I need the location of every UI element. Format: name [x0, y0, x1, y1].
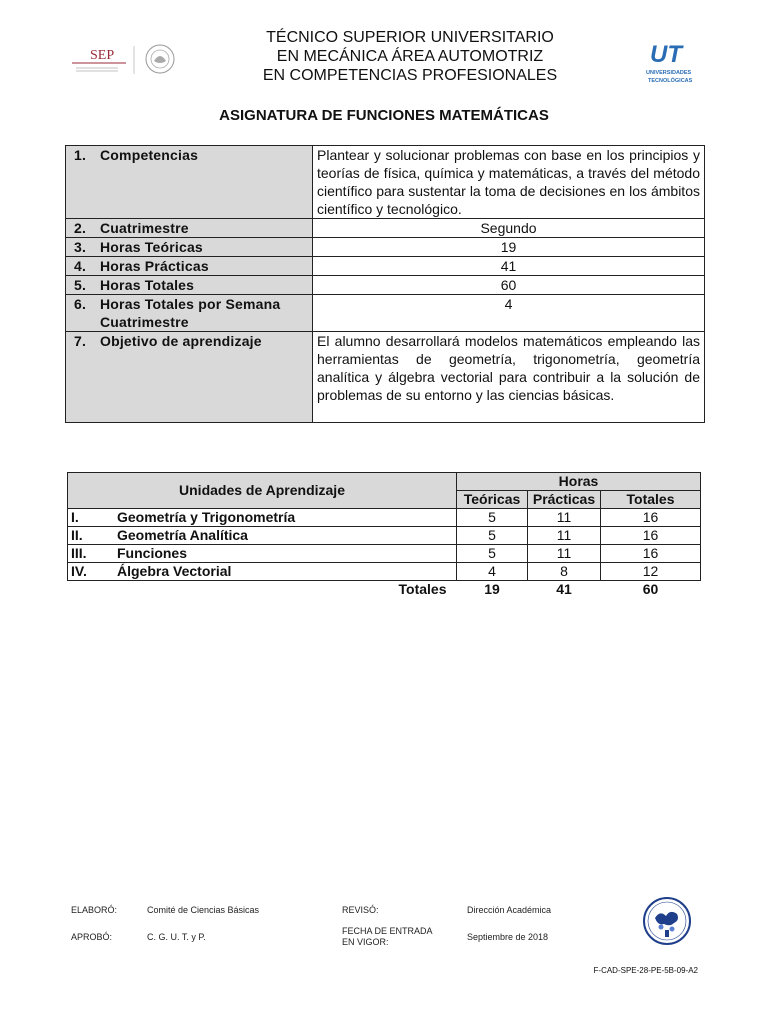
row-label-cont: Cuatrimestre: [100, 314, 189, 330]
row-cuatrimestre: 2. Cuatrimestre Segundo: [66, 219, 705, 238]
totals-row: [68, 581, 701, 599]
unit-name: Funciones: [117, 545, 188, 561]
table-row: I. Geometría y Trigonometría 5 11 16: [68, 509, 701, 527]
table-row: II. Geometría Analítica 5 11 16: [68, 527, 701, 545]
row-label: Competencias: [100, 147, 199, 163]
unit-name: Álgebra Vectorial: [117, 563, 232, 579]
elaboro-value: Comité de Ciencias Básicas: [147, 905, 260, 915]
reviso-value: Dirección Académica: [467, 905, 552, 915]
horas-header: Horas: [457, 473, 701, 491]
col-totales: Totales: [601, 491, 701, 509]
ut-logo: [644, 38, 704, 90]
horas-practicas-value: 41: [313, 257, 705, 276]
objetivo-value: El alumno desarrollará modelos matemáticos empleando las herramientas de geometría, trigonometría, geometría analítica y álgebra vectorial para contribuir a la solución de problemas de su entorno y las ciencias básicas.: [313, 332, 705, 423]
document-code: F-CAD-SPE-28-PE-5B-09-A2: [593, 966, 698, 975]
reviso-label: REVISÓ:: [342, 905, 379, 915]
institution-seal-icon: [642, 896, 692, 946]
row-number: 1.: [74, 147, 87, 163]
total-totales: 60: [642, 581, 659, 597]
ut-logo-text: UT: [650, 41, 682, 68]
row-horas-semana: 6. Horas Totales por Semana Cuatrimestre 4: [66, 295, 705, 332]
row-label: Horas Totales: [100, 277, 195, 293]
units-header: Unidades de Aprendizaje: [68, 473, 457, 509]
elaboro-label: ELABORÓ:: [71, 905, 118, 915]
table-row: III. Funciones 5 11 16: [68, 545, 701, 563]
col-teoricas: Teóricas: [457, 491, 528, 509]
header-line-3: EN COMPETENCIAS PROFESIONALES: [262, 67, 558, 84]
program-header: [200, 28, 620, 85]
unit-name: Geometría y Trigonometría: [117, 509, 296, 525]
row-objetivo: 7. Objetivo de aprendizaje El alumno desarrollará modelos matemáticos empleando las herramientas de geometría, trigonometría, geometría analítica y álgebra vectorial para contribuir a la solución de problemas de su entorno y las ciencias básicas.: [66, 332, 705, 423]
row-label: Cuatrimestre: [100, 220, 189, 236]
cuatrimestre-value: Segundo: [313, 219, 705, 238]
ut-logo-sub1: UNIVERSIDADES: [646, 70, 692, 76]
subject-info-table: [65, 145, 705, 423]
units-table: [67, 472, 701, 598]
header-line-2: EN MECÁNICA ÁREA AUTOMOTRIZ: [276, 48, 544, 65]
table-row: IV. Álgebra Vectorial 4 8 12: [68, 563, 701, 581]
total-practicas: 41: [556, 581, 572, 597]
row-label: Objetivo de aprendizaje: [100, 333, 262, 349]
sep-logo-text: SEP: [90, 48, 115, 63]
row-label: Horas Totales por Semana: [100, 296, 281, 312]
row-competencias: [66, 146, 705, 219]
row-horas-practicas: 4. Horas Prácticas 41: [66, 257, 705, 276]
competencias-value: Plantear y solucionar problemas con base en los principios y teorías de física, química y matemáticas, a través del método científico para sustentar la toma de decisiones en los ámbitos científico y tecnológico.: [313, 146, 705, 219]
total-teoricas: 19: [484, 581, 500, 597]
row-horas-totales: 5. Horas Totales 60: [66, 276, 705, 295]
horas-teoricas-value: 19: [313, 238, 705, 257]
row-label: Horas Prácticas: [100, 258, 209, 274]
fecha-value: Septiembre de 2018: [467, 932, 549, 942]
horas-semana-value: 4: [313, 295, 705, 332]
ut-logo-sub2: TECNOLÓGICAS: [648, 78, 693, 84]
header-line-1: TÉCNICO SUPERIOR UNIVERSITARIO: [266, 29, 554, 46]
row-label: Horas Teóricas: [100, 239, 203, 255]
totals-label: Totales: [398, 581, 447, 597]
sep-logo: [68, 42, 180, 78]
aprobo-value: C. G. U. T. y P.: [147, 932, 206, 942]
horas-totales-value: 60: [313, 276, 705, 295]
col-practicas: Prácticas: [528, 491, 601, 509]
fecha-label: FECHA DE ENTRADA EN VIGOR:: [342, 926, 433, 947]
unit-name: Geometría Analítica: [117, 527, 248, 543]
subject-title: ASIGNATURA DE FUNCIONES MATEMÁTICAS: [219, 107, 549, 124]
row-horas-teoricas: 3. Horas Teóricas 19: [66, 238, 705, 257]
aprobo-label: APROBÓ:: [71, 932, 113, 942]
